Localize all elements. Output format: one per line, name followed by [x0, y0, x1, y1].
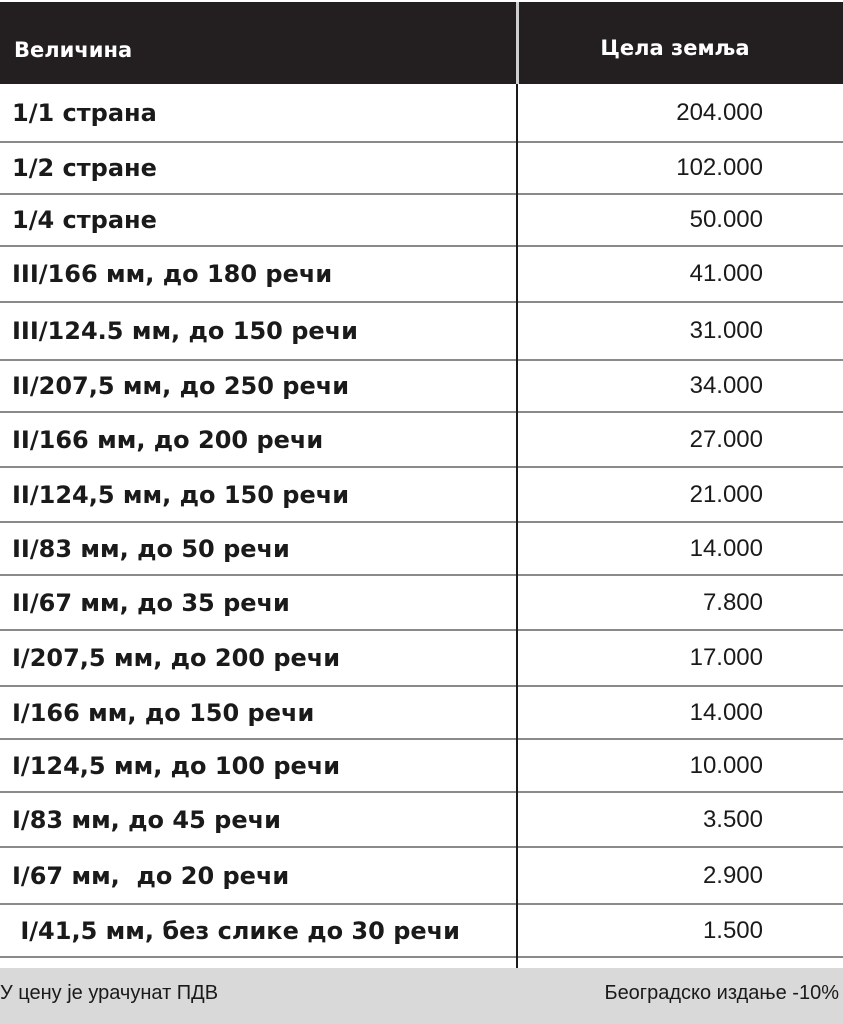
table-row: [0, 247, 843, 303]
size-cell: I/207,5 мм, до 200 речи: [12, 644, 341, 672]
size-cell: II/83 мм, до 50 речи: [12, 534, 290, 563]
table-row: [0, 413, 843, 468]
size-cell: III/166 мм, до 180 речи: [12, 260, 333, 288]
price-cell: 34.000: [689, 372, 763, 399]
header-divider: [516, 2, 519, 84]
price-cell: 10.000: [689, 751, 763, 779]
price-cell: 41.000: [689, 260, 763, 287]
price-cell: 14.000: [689, 534, 763, 562]
size-column-header: Величина: [14, 38, 133, 62]
price-cell: 7.800: [702, 588, 763, 616]
edition-note: Београдско издање -10%: [604, 982, 839, 1004]
size-cell: I/124,5 мм, до 100 речи: [12, 751, 341, 780]
size-cell: 1/1 страна: [12, 98, 157, 127]
price-cell: 102.000: [676, 154, 763, 181]
table-header: [0, 2, 843, 84]
size-cell: I/67 мм, до 20 речи: [12, 861, 290, 890]
table-row: [0, 143, 843, 195]
price-cell: 1.500: [702, 916, 763, 944]
price-cell: 21.000: [689, 480, 763, 508]
table-row: [0, 361, 843, 413]
size-cell: I/166 мм, до 150 речи: [12, 698, 315, 727]
table-row: [0, 523, 843, 576]
size-cell: I/83 мм, до 45 речи: [12, 805, 281, 834]
table-row: [0, 848, 843, 905]
table-body: [0, 84, 843, 958]
size-cell: II/67 мм, до 35 речи: [12, 588, 290, 617]
price-cell: 31.000: [689, 317, 763, 344]
table-row: [0, 631, 843, 687]
size-cell: 1/4 стране: [12, 206, 157, 234]
size-cell: 1/2 стране: [12, 154, 157, 182]
vat-note: У цену је урачунат ПДВ: [0, 982, 219, 1004]
table-row: [0, 740, 843, 793]
table-row: [0, 468, 843, 523]
size-cell: II/207,5 мм, до 250 речи: [12, 372, 350, 400]
table-row: [0, 195, 843, 247]
price-cell: 2.900: [702, 861, 763, 889]
table-row: [0, 84, 843, 143]
size-cell: II/166 мм, до 200 речи: [12, 425, 324, 454]
price-cell: 3.500: [702, 805, 763, 833]
table-row: [0, 303, 843, 361]
price-cell: 17.000: [689, 644, 763, 671]
table-row: [0, 793, 843, 848]
price-column-header: Цела земља: [600, 36, 750, 60]
size-cell: II/124,5 мм, до 150 речи: [12, 480, 350, 509]
size-cell: III/124.5 мм, до 150 речи: [12, 317, 358, 345]
price-cell: 14.000: [689, 698, 763, 726]
column-divider: [516, 84, 518, 968]
table-row: [0, 905, 843, 958]
price-cell: 50.000: [689, 206, 763, 233]
table-row: [0, 687, 843, 740]
table-row: [0, 576, 843, 631]
price-cell: 204.000: [676, 98, 763, 126]
table-footer: [0, 968, 843, 1024]
price-cell: 27.000: [689, 425, 763, 453]
size-cell: I/41,5 мм, без слике до 30 речи: [12, 916, 460, 945]
